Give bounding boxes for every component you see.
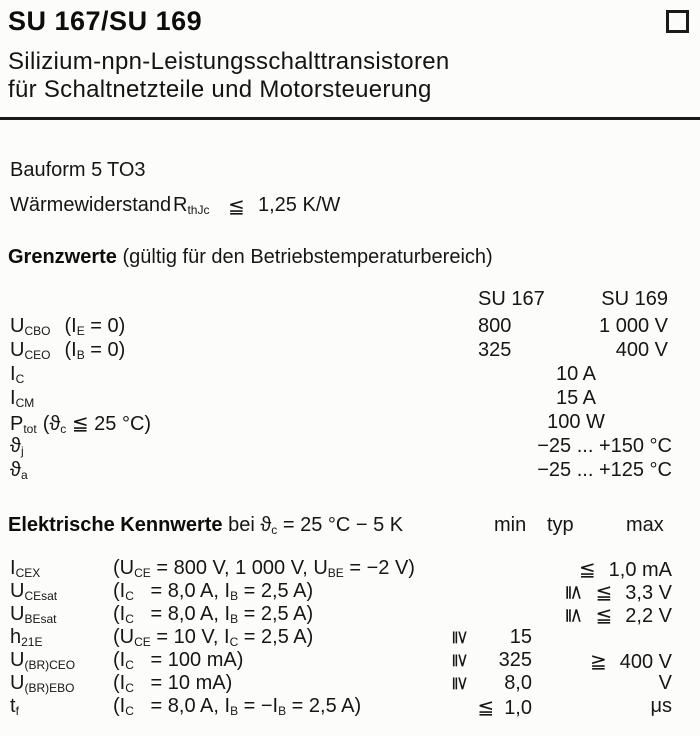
param-label: U(BR)EBO bbox=[10, 672, 75, 695]
param-label: ϑj bbox=[10, 435, 24, 458]
max-value: V bbox=[658, 672, 672, 694]
limits-column-header bbox=[0, 288, 700, 311]
param-condition: (IC = 8,0 A, IB = 2,5 A) bbox=[113, 580, 314, 603]
param-label: UCEsat bbox=[10, 580, 58, 603]
column-max: max bbox=[626, 514, 664, 536]
electrical-heading bbox=[0, 514, 700, 537]
param-condition: (UCE = 800 V, 1 000 V, UBE = −2 V) bbox=[113, 557, 415, 580]
thermal-relation-sign: ≦ bbox=[228, 196, 245, 218]
param-label: ICEX bbox=[10, 557, 41, 580]
value-su169: 1 000 V bbox=[599, 315, 668, 337]
value-common: 10 A bbox=[555, 363, 597, 385]
value-su169: 400 V bbox=[615, 339, 668, 361]
limit-row-theta-j bbox=[0, 435, 700, 458]
param-label: UCEO bbox=[10, 339, 51, 362]
value-common: 100 W bbox=[547, 411, 605, 433]
param-label: tf bbox=[10, 695, 19, 718]
min-value: 8,0 bbox=[504, 672, 532, 694]
thermal-label: Wärmewiderstand bbox=[10, 194, 172, 216]
limit-row-ic bbox=[0, 363, 700, 386]
limit-row-uceo bbox=[0, 339, 700, 362]
thermal-line bbox=[0, 194, 700, 217]
column-su169: SU 169 bbox=[601, 288, 668, 310]
min-value: 325 bbox=[498, 649, 532, 671]
param-condition: (IC = 8,0 A, IB = 2,5 A) bbox=[113, 603, 314, 626]
electrical-row-icex bbox=[0, 557, 700, 580]
limit-row-icm bbox=[0, 387, 700, 410]
max-relation-sign-rotated: ≦ bbox=[562, 584, 585, 601]
max-value: μs bbox=[650, 695, 672, 717]
max-value: 2,2 V bbox=[625, 605, 672, 627]
param-label: UBEsat bbox=[10, 603, 57, 626]
param-condition: (ϑc ≦ 25 °C) bbox=[42, 413, 152, 436]
param-label: ϑa bbox=[10, 459, 28, 482]
min-relation-sign: ≦ bbox=[477, 697, 495, 719]
subtitle-line-2: für Schaltnetzteile und Motorsteuerung bbox=[8, 76, 432, 103]
param-condition: (IC = 10 mA) bbox=[113, 672, 233, 695]
bauform-label: Bauform 5 bbox=[10, 159, 103, 181]
min-relation-sign-rotated: ≧ bbox=[449, 652, 471, 669]
limits-heading-title: Grenzwerte bbox=[8, 246, 117, 268]
param-label: IC bbox=[10, 363, 25, 386]
column-min: min bbox=[494, 514, 527, 536]
max-relation-sign: ≦ bbox=[578, 559, 596, 581]
value-range: −25 ... +125 °C bbox=[537, 459, 672, 481]
limit-row-theta-a bbox=[0, 459, 700, 482]
electrical-row-ubrebo bbox=[0, 672, 700, 695]
value-range: −25 ... +150 °C bbox=[537, 435, 672, 457]
max-relation-sign: ≧ bbox=[589, 651, 607, 673]
subtitle-line-1: Silizium-npn-Leistungsschalttransistoren bbox=[8, 48, 450, 75]
thermal-value: 1,25 K/W bbox=[258, 194, 341, 216]
limits-heading-note: (gültig für den Betriebstemperaturbereich) bbox=[116, 246, 493, 268]
min-value: 1,0 bbox=[504, 697, 532, 719]
param-condition: (IB = 0) bbox=[64, 339, 126, 362]
electrical-heading-title: Elektrische Kennwerte bbox=[8, 514, 223, 536]
min-value: 15 bbox=[509, 626, 532, 648]
max-value: 400 V bbox=[619, 651, 672, 673]
bauform-line bbox=[0, 159, 700, 182]
package-value: TO3 bbox=[107, 159, 146, 181]
column-typ: typ bbox=[547, 514, 574, 536]
limit-row-ucbo bbox=[0, 315, 700, 338]
param-label: h21E bbox=[10, 626, 43, 649]
product-subtitle bbox=[8, 48, 450, 104]
electrical-row-ucesat bbox=[0, 580, 700, 603]
min-relation-sign-rotated: ≧ bbox=[449, 675, 471, 692]
max-relation-sign: ≦ bbox=[595, 582, 613, 604]
param-condition: (IE = 0) bbox=[64, 315, 126, 338]
corner-square-mark bbox=[666, 10, 689, 33]
param-label: U(BR)CEO bbox=[10, 649, 76, 672]
electrical-row-ubrceo bbox=[0, 649, 700, 672]
min-relation-sign-rotated: ≧ bbox=[449, 629, 471, 646]
electrical-heading-note: bei ϑc = 25 °C − 5 K bbox=[222, 514, 404, 537]
param-condition: (IC = 8,0 A, IB = −IB = 2,5 A) bbox=[113, 695, 362, 718]
page-title: SU 167/SU 169 bbox=[8, 6, 203, 36]
max-value: 1,0 mA bbox=[608, 559, 672, 581]
param-label: Ptot bbox=[10, 413, 37, 436]
value-su167: 800 bbox=[478, 315, 512, 337]
electrical-row-tf bbox=[0, 695, 700, 718]
param-label: ICM bbox=[10, 387, 35, 410]
param-condition: (IC = 100 mA) bbox=[113, 649, 244, 672]
limits-heading bbox=[0, 246, 700, 269]
param-label: UCBO bbox=[10, 315, 51, 338]
max-relation-sign: ≦ bbox=[595, 605, 613, 627]
limit-row-ptot bbox=[0, 411, 700, 434]
param-condition: (UCE = 10 V, IC = 2,5 A) bbox=[113, 626, 314, 649]
electrical-row-ubesat bbox=[0, 603, 700, 626]
max-relation-sign-rotated: ≦ bbox=[562, 607, 585, 624]
electrical-row-h21e bbox=[0, 626, 700, 649]
column-su167: SU 167 bbox=[478, 288, 545, 310]
value-su167: 325 bbox=[478, 339, 512, 361]
header-divider bbox=[0, 117, 700, 120]
max-value: 3,3 V bbox=[625, 582, 672, 604]
thermal-symbol: RthJc bbox=[173, 194, 210, 217]
value-common: 15 A bbox=[555, 387, 597, 409]
